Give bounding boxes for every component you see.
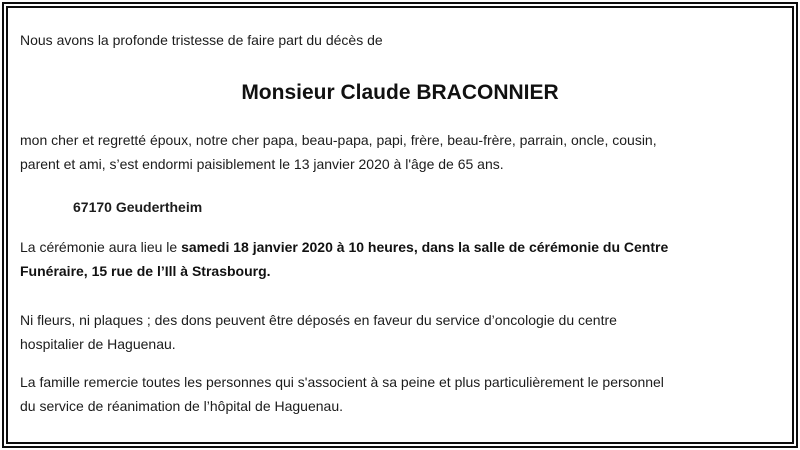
ceremony-prefix: La cérémonie aura lieu le: [20, 239, 182, 255]
location-line: [20, 195, 780, 219]
outer-border-frame: [2, 2, 798, 448]
intro-text: Nous avons la profonde tristesse de faire part du décès de: [20, 32, 383, 48]
intro-line: [20, 28, 780, 52]
family-paragraph: [20, 128, 780, 176]
family-line-2: parent et ami, s’est endormi paisiblement le 13 janvier 2020 à l'âge de 65 ans.: [20, 156, 504, 172]
ceremony-paragraph: [20, 235, 780, 283]
donations-line-2: hospitalier de Haguenau.: [20, 336, 176, 352]
thanks-line-1: La famille remercie toutes les personnes qui s'associent à sa peine et plus particulièrement le personnel: [20, 374, 664, 390]
family-line-1: mon cher et regretté époux, notre cher papa, beau-papa, papi, frère, beau-frère, parrain, oncle, cousin,: [20, 132, 657, 148]
donations-line-1: Ni fleurs, ni plaques ; des dons peuvent être déposés en faveur du service d’oncologie du centre: [20, 312, 617, 328]
thanks-line-2: du service de réanimation de l’hôpital de Haguenau.: [20, 398, 343, 414]
announcement-body: [20, 28, 780, 418]
location-text: 67170 Geudertheim: [73, 199, 203, 215]
ceremony-line-1: [20, 239, 668, 255]
ceremony-line-2: Funéraire, 15 rue de l’Ill à Strasbourg.: [20, 263, 271, 279]
donations-paragraph: [20, 308, 780, 356]
thanks-paragraph: [20, 370, 780, 418]
deceased-name-heading: Monsieur Claude BRACONNIER: [241, 81, 559, 104]
ceremony-datetime-venue: samedi 18 janvier 2020 à 10 heures, dans la salle de cérémonie du Centre: [181, 239, 669, 255]
inner-border-frame: [6, 6, 794, 444]
